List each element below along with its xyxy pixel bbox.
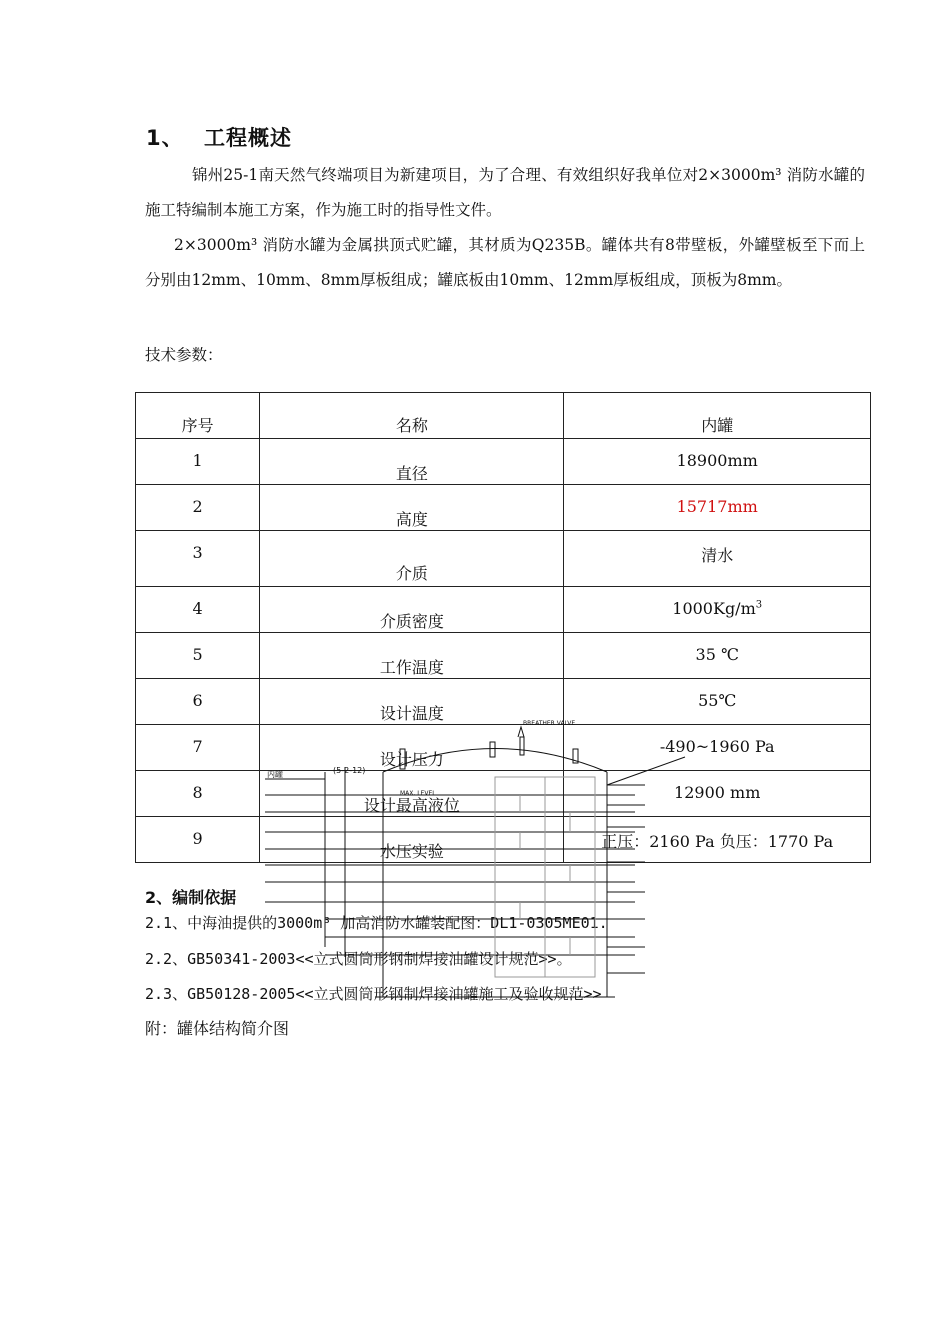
row-name: 直径 bbox=[395, 464, 428, 483]
row-value: 55℃ bbox=[698, 691, 737, 710]
row-name: 介质 bbox=[395, 564, 428, 583]
table-row bbox=[136, 439, 871, 485]
row-value bbox=[564, 587, 870, 618]
reference-item: 2.2、GB50341-2003<<立式圆筒形钢制焊接油罐设计规范>>。 bbox=[145, 950, 572, 968]
row-name: 水压实验 bbox=[379, 842, 444, 861]
tech-params-label: 技术参数： bbox=[145, 346, 223, 364]
row-name: 高度 bbox=[395, 510, 428, 529]
row-no: 8 bbox=[192, 783, 203, 802]
drawing-label-level: MAX. LEVEL bbox=[400, 790, 436, 797]
row-no: 3 bbox=[192, 543, 203, 562]
table-header-row bbox=[136, 393, 871, 439]
section-1-title: 工程概述 bbox=[204, 126, 292, 150]
table-row bbox=[136, 633, 871, 679]
plate-layout-grid bbox=[495, 777, 595, 977]
row-name: 设计温度 bbox=[379, 704, 444, 723]
left-dimension-ticks bbox=[265, 779, 325, 902]
drawing-label-spec: (5-2-12) bbox=[333, 766, 366, 775]
drawing-label-inner: 内罐 bbox=[267, 770, 283, 779]
intro-paragraph: 锦州25-1南天然气终端项目为新建项目，为了合理、有效组织好我单位对2×3000m³ 消防水罐的施工特编制本施工方案，作为施工时的指导性文件。 bbox=[145, 166, 865, 219]
row-value: 清水 bbox=[701, 546, 734, 565]
section-2-heading: 2、编制依据 bbox=[145, 888, 237, 907]
row-value: 正压：2160 Pa 负压：1770 Pa bbox=[601, 832, 834, 851]
drawing-label-valve: BREATHER VALVE bbox=[523, 720, 576, 727]
section-1-heading bbox=[146, 122, 292, 152]
row-name: 设计压力 bbox=[379, 750, 444, 769]
row-no: 2 bbox=[192, 497, 203, 516]
shell-course-lines bbox=[325, 795, 635, 955]
row-value: 18900mm bbox=[676, 451, 758, 470]
appendix-caption: 附：罐体结构简介图 bbox=[145, 1019, 290, 1038]
tank-structure-drawing bbox=[255, 697, 695, 1007]
row-value-highlighted: 15717mm bbox=[676, 497, 758, 516]
row-name: 设计最高液位 bbox=[363, 796, 460, 815]
section-1-number: 1、 bbox=[146, 126, 184, 150]
roof-nozzles bbox=[400, 727, 578, 769]
row-no: 5 bbox=[192, 645, 203, 664]
header-inner-tank: 内罐 bbox=[701, 416, 734, 435]
reference-item: 2.1、中海油提供的3000m³ 加高消防水罐装配图：DL1-0305ME01. bbox=[145, 914, 608, 932]
density-value: 1000Kg/m bbox=[672, 599, 756, 618]
row-no: 1 bbox=[192, 451, 203, 470]
table-row bbox=[136, 587, 871, 633]
row-no: 6 bbox=[192, 691, 203, 710]
header-name: 名称 bbox=[395, 416, 428, 435]
row-name: 介质密度 bbox=[379, 612, 444, 631]
density-exponent: 3 bbox=[755, 599, 763, 611]
tank-description-paragraph: 2×3000m³ 消防水罐为金属拱顶式贮罐，其材质为Q235B。罐体共有8带壁板，外罐壁板至下而上分别由12mm、10mm、8mm厚板组成；罐底板由10mm、12mm厚板组成，顶板为8mm。 bbox=[145, 236, 865, 289]
row-value: 35 ℃ bbox=[695, 645, 739, 664]
row-name: 工作温度 bbox=[379, 658, 444, 677]
row-no: 4 bbox=[192, 599, 203, 618]
row-value: 12900 mm bbox=[674, 783, 761, 802]
reference-item: 2.3、GB50128-2005<<立式圆筒形钢制焊接油罐施工及验收规范>> bbox=[145, 985, 602, 1003]
table-row bbox=[136, 485, 871, 531]
header-no: 序号 bbox=[181, 416, 214, 435]
row-value: -490~1960 Pa bbox=[659, 737, 775, 756]
table-row bbox=[136, 531, 871, 587]
row-no: 7 bbox=[192, 737, 203, 756]
row-no: 9 bbox=[192, 829, 203, 848]
